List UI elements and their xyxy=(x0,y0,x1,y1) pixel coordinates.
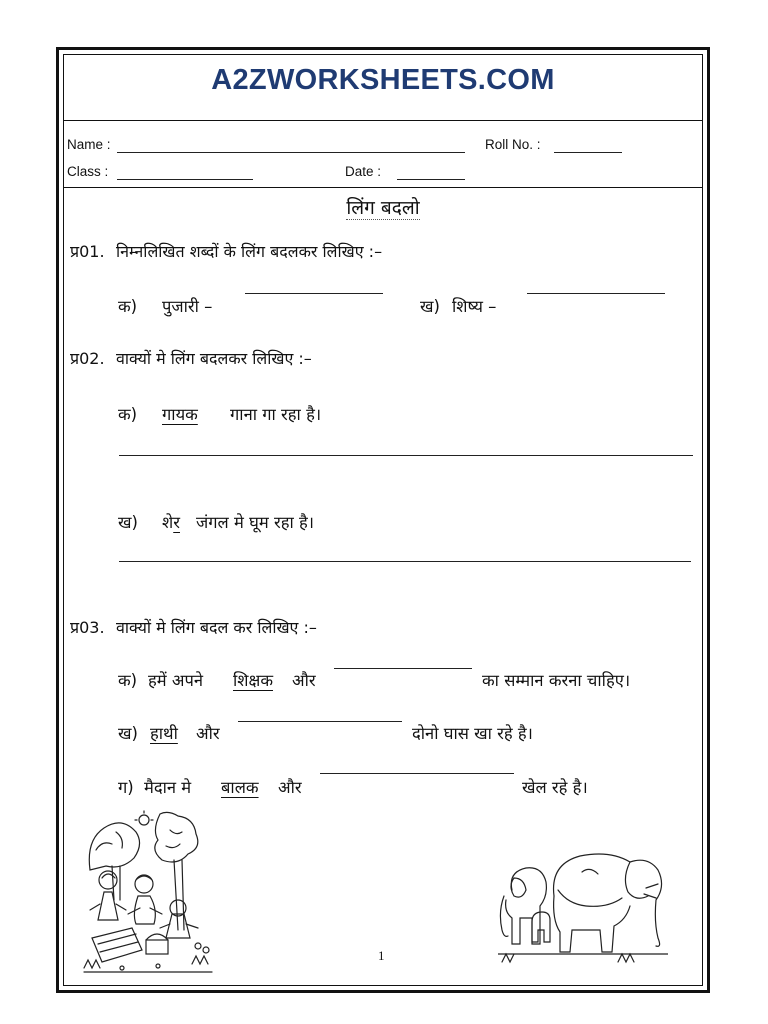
q3-connector: और xyxy=(292,671,316,690)
q3-before: मैदान मे xyxy=(144,778,192,797)
q3-answer-blank[interactable] xyxy=(320,773,514,774)
q2-sentence: गाना गा रहा है। xyxy=(230,405,322,424)
q2-item-marker: क) xyxy=(118,405,138,424)
name-label: Name : xyxy=(67,137,111,152)
q3-item-marker: क) xyxy=(118,671,138,690)
q3-item-marker: ख) xyxy=(118,724,138,743)
q2-answer-line[interactable] xyxy=(119,455,693,456)
class-field[interactable] xyxy=(117,179,253,180)
q3-after: का सम्मान करना चाहिए। xyxy=(482,671,631,690)
page-number: 1 xyxy=(378,948,385,963)
q3-after: दोनो घास खा रहे है। xyxy=(412,724,533,743)
q2-instruction: वाक्यों मे लिंग बदलकर लिखिए :– xyxy=(116,349,312,368)
q2-keyword: गायक xyxy=(162,405,198,424)
q1-item-word: पुजारी – xyxy=(162,297,213,316)
q1-item-word: शिष्य – xyxy=(452,297,497,316)
roll-label: Roll No. : xyxy=(485,137,541,152)
q3-number: प्र03. xyxy=(70,618,105,637)
date-field[interactable] xyxy=(397,179,465,180)
q2-answer-line[interactable] xyxy=(119,561,691,562)
q3-keyword: बालक xyxy=(221,778,259,797)
roll-field[interactable] xyxy=(554,152,622,153)
q1-instruction: निम्नलिखित शब्दों के लिंग बदलकर लिखिए :– xyxy=(116,242,383,261)
q2-keyword: शेर xyxy=(162,513,180,532)
q3-keyword: शिक्षक xyxy=(233,671,273,690)
q3-keyword: हाथी xyxy=(150,724,178,743)
q1-item-marker: क) xyxy=(118,297,138,316)
q3-connector: और xyxy=(196,724,220,743)
q3-after: खेल रहे है। xyxy=(522,778,588,797)
q2-sentence: जंगल मे घूम रहा है। xyxy=(196,513,314,532)
q3-answer-blank[interactable] xyxy=(334,668,472,669)
q1-item-marker: ख) xyxy=(420,297,440,316)
q2-number: प्र02. xyxy=(70,349,105,368)
name-field[interactable] xyxy=(117,152,465,153)
q3-item-marker: ग) xyxy=(118,778,134,797)
q3-instruction: वाक्यों मे लिंग बदल कर लिखिए :– xyxy=(116,618,317,637)
divider xyxy=(63,120,703,121)
q3-connector: और xyxy=(278,778,302,797)
worksheet-title: लिंग बदलो xyxy=(346,197,420,219)
divider xyxy=(63,187,703,188)
elephants-illustration xyxy=(498,826,668,966)
class-label: Class : xyxy=(67,164,109,179)
q3-answer-blank[interactable] xyxy=(238,721,402,722)
children-picnic-illustration xyxy=(82,810,214,974)
q2-item-marker: ख) xyxy=(118,513,138,532)
site-title: A2ZWORKSHEETS.COM xyxy=(211,64,555,96)
q1-number: प्र01. xyxy=(70,242,105,261)
q1-answer-blank[interactable] xyxy=(527,293,665,294)
q3-before: हमें अपने xyxy=(148,671,204,690)
q1-answer-blank[interactable] xyxy=(245,293,383,294)
date-label: Date : xyxy=(345,164,382,179)
